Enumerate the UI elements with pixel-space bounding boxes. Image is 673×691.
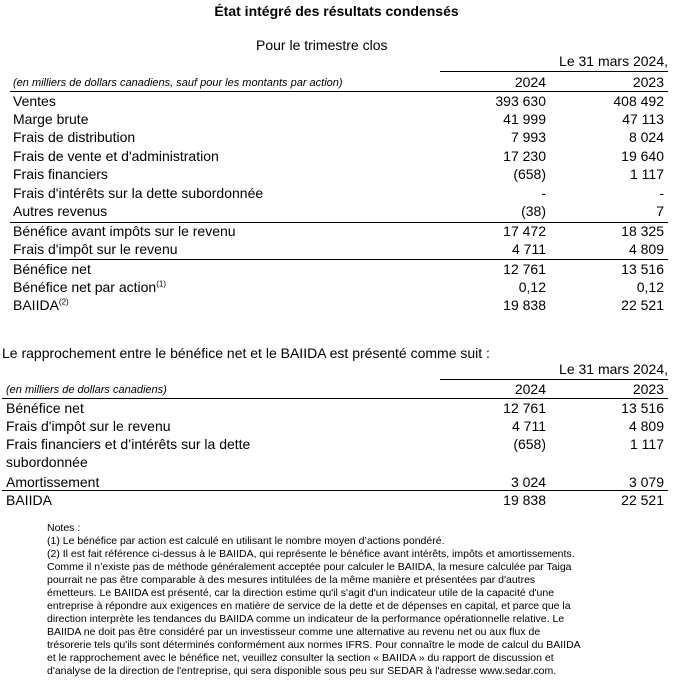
footnote-line: et le rapprochement avec le bénéfice net, veuillez consulter la section « BAIIDA » du rapport de discussion et <box>47 652 554 664</box>
table2-value-2024: (658) <box>513 436 546 452</box>
table1-row <box>0 223 673 241</box>
table1-period-header: Le 31 mars 2024, <box>559 53 668 69</box>
period-subtitle: Pour le trimestre clos <box>256 37 388 53</box>
table1-row-label <box>13 261 91 277</box>
table2-value-2023: 1 117 <box>630 436 664 452</box>
table2-row-label: Frais financiers et d’intérêts sur la dette <box>6 436 251 452</box>
table1-value-2023: 18 325 <box>621 223 664 239</box>
table1-row-label-text: Bénéfice avant impôts sur le revenu <box>13 223 236 239</box>
table1-value-2023: 4 809 <box>628 241 664 257</box>
table1-value-2023: 13 516 <box>621 261 664 277</box>
footnote-line: émetteurs. Le BAIIDA est présenté, car la direction estime qu'il s'agit d'un indicateur utile de la capacité d'une <box>47 587 555 599</box>
footnote-line: (1) Le bénéfice par action est calculé en utilisant le nombre moyen d’actions pondéré. <box>47 535 445 547</box>
table2-row-label: BAIIDA <box>6 492 52 508</box>
table2-header-rule <box>2 398 668 399</box>
table1-value-2023: 0,12 <box>636 279 664 295</box>
table1-row <box>0 279 673 297</box>
table1-value-2024: 17 230 <box>503 148 546 164</box>
table1-row-label <box>13 148 219 164</box>
table1-row-label-text: Bénéfice net par action <box>13 279 157 295</box>
table1-value-2023: 7 <box>656 203 664 219</box>
table1-value-2024: 12 761 <box>503 261 546 277</box>
table2-value-2024: 3 024 <box>510 474 546 490</box>
statement-title: État intégré des résultats condensés <box>214 3 459 19</box>
table1-row-label-text: Autres revenus <box>13 203 108 219</box>
table2-period-header: Le 31 mars 2024, <box>559 361 668 377</box>
table1-row <box>0 93 673 111</box>
table1-row-label-text: BAIIDA <box>13 297 59 313</box>
table1-row <box>0 111 673 129</box>
table1-row-label <box>13 223 236 239</box>
table2-value-2023: 3 079 <box>628 474 664 490</box>
table2-row-label: Bénéfice net <box>6 400 84 416</box>
table2-row <box>0 492 673 510</box>
table2-row-label: Amortissement <box>6 474 100 490</box>
table1-value-2023: - <box>659 185 664 201</box>
table1-row-label <box>13 241 178 257</box>
table1-row <box>0 203 673 221</box>
footnote-line: Notes : <box>47 522 81 534</box>
table2-units-note: (en milliers de dollars canadiens) <box>6 384 167 396</box>
table1-row-label <box>13 93 56 109</box>
table1-row-label <box>13 185 263 201</box>
table2-value-2024: 12 761 <box>503 400 546 416</box>
table1-rule-before-net <box>10 259 668 260</box>
table1-rule-before-income <box>10 222 668 223</box>
table1-row-label-text: Frais de vente et d'administration <box>13 148 219 164</box>
table1-value-2024: (38) <box>521 203 546 219</box>
table1-value-2024: 393 630 <box>495 93 546 109</box>
table1-row <box>0 148 673 166</box>
table1-year-2024: 2024 <box>514 74 546 90</box>
table1-row-label <box>13 203 107 219</box>
table1-row-label <box>13 297 69 313</box>
table2-year-2024: 2024 <box>514 381 546 397</box>
table1-value-2024: - <box>541 185 546 201</box>
table1-row-label-text: Bénéfice net <box>13 261 91 277</box>
table1-row-label <box>13 166 108 182</box>
table1-row-label <box>13 129 135 145</box>
footnote-line: pourrait ne pas être comparable à des mesures intitulées de la même manière et présentées par d'autres <box>47 574 536 586</box>
table1-row-footnote-ref: (2) <box>58 297 69 307</box>
table2-row <box>0 400 673 418</box>
table2-period-rule <box>440 379 668 380</box>
table1-row-label-text: Frais de distribution <box>13 129 136 145</box>
table2-row <box>0 436 673 470</box>
table1-row <box>0 166 673 184</box>
table2-total-rule <box>2 490 668 491</box>
table1-value-2024: 17 472 <box>503 223 546 239</box>
footnote-line: d'analyse de la direction de l'entreprise, qui sera disponible sous peu sur SEDAR à l'adresse www.sedar.com. <box>47 665 557 677</box>
table1-value-2024: 0,12 <box>518 279 546 295</box>
table1-row-label <box>13 111 88 127</box>
footnote-line: direction interprète les tendances du BAIIDA comme un indicateur de la performance opérationnelle relative. Le <box>47 613 565 625</box>
footnotes <box>47 522 657 678</box>
table1-row-label-text: Frais d'intérêts sur la dette subordonnée <box>13 185 264 201</box>
table1-row <box>0 241 673 259</box>
footnote-line: entreprise à répondre aux exigences en matière de service de la dette et de dépenses en capital, et parce que la <box>47 600 571 612</box>
reconciliation-intro: Le rapprochement entre le bénéfice net et le BAIIDA est présenté comme suit : <box>2 345 490 361</box>
table1-value-2023: 8 024 <box>628 129 664 145</box>
table1-value-2024: 19 838 <box>503 297 546 313</box>
table1-row-label-text: Frais d'impôt sur le revenu <box>13 241 178 257</box>
table2-value-2024: 4 711 <box>512 418 546 434</box>
table2-year-2023: 2023 <box>632 381 664 397</box>
table1-value-2024: 4 711 <box>512 241 546 257</box>
table2-row-label-continued: subordonnée <box>6 454 88 470</box>
table1-value-2024: (658) <box>513 166 546 182</box>
table2-row-label: Frais d'impôt sur le revenu <box>6 418 171 434</box>
table2-value-2023: 13 516 <box>621 400 664 416</box>
footnote-line: trésorerie tels qu'ils sont déterminés conformément aux normes IFRS. Pour connaître le mode de calcul du BAIIDA <box>47 639 581 651</box>
footnote-line: BAIIDA ne doit pas être considéré par un investisseur comme une alternative au revenu net ou aux flux de <box>47 626 541 638</box>
table1-row <box>0 297 673 315</box>
footnote-line: (2) Il est fait référence ci-dessus à le BAIIDA, qui représente le bénéfice avant intérêts, impôts et amortissements. <box>47 548 575 560</box>
table1-value-2023: 19 640 <box>621 148 664 164</box>
table1-value-2023: 22 521 <box>621 297 664 313</box>
table1-period-rule <box>440 71 668 72</box>
table1-value-2024: 7 993 <box>510 129 546 145</box>
table1-row <box>0 129 673 147</box>
table2-value-2024: 19 838 <box>503 492 546 508</box>
table2-row <box>0 418 673 436</box>
table1-row-label <box>13 279 166 295</box>
table1-row-footnote-ref: (1) <box>156 279 166 289</box>
table1-row-label-text: Ventes <box>13 93 56 109</box>
table2-value-2023: 22 521 <box>621 492 664 508</box>
table1-header-rule <box>10 91 668 92</box>
table1-row-label-text: Frais financiers <box>13 166 108 182</box>
table1-units-note: (en milliers de dollars canadiens, sauf pour les montants par action) <box>13 77 343 89</box>
table1-row <box>0 261 673 279</box>
table2-value-2023: 4 809 <box>628 418 664 434</box>
table1-value-2024: 41 999 <box>503 111 546 127</box>
table1-year-2023: 2023 <box>632 74 664 90</box>
table1-value-2023: 1 117 <box>630 166 664 182</box>
footnote-line: Comme il n’existe pas de méthode généralement acceptée pour calculer le BAIIDA, la mesure calculée par Taiga <box>47 561 572 573</box>
table1-value-2023: 47 113 <box>622 111 664 127</box>
table1-value-2023: 408 492 <box>613 93 664 109</box>
table1-row <box>0 185 673 203</box>
table1-row-label-text: Marge brute <box>13 111 89 127</box>
